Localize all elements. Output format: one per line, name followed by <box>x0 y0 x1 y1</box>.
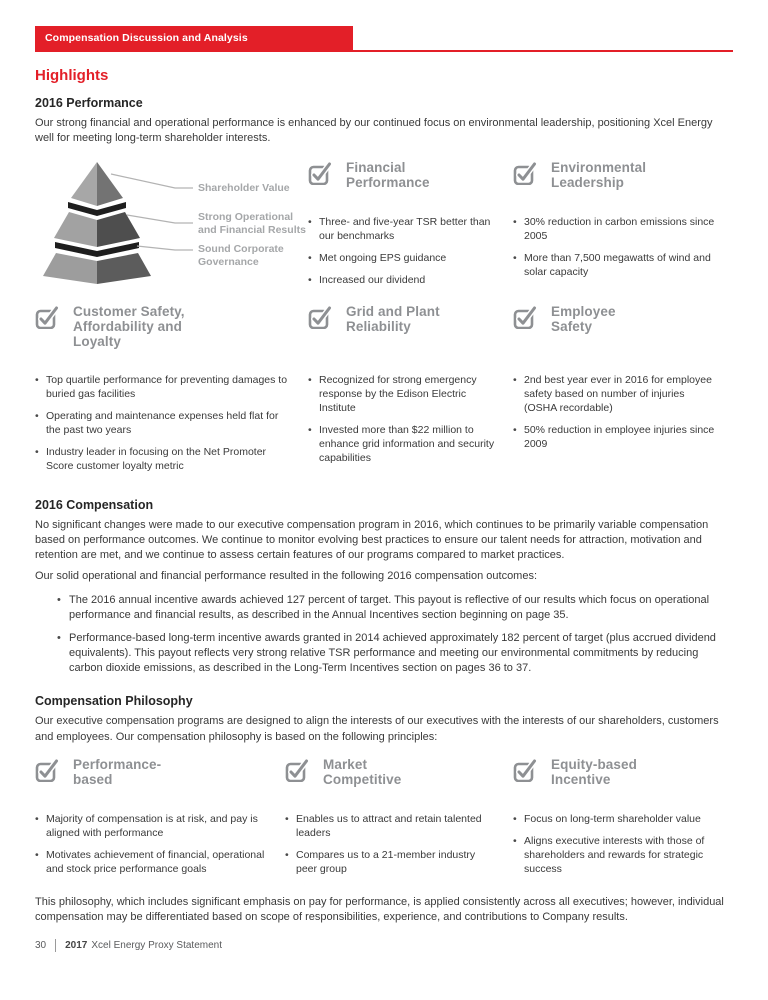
performance-grid-row-2 <box>35 304 733 482</box>
performance-intro: Our strong financial and operational performance is enhanced by our continued focus on environmental leadership, positioning Xcel Energy well for meeting long-term shareholder interests. <box>35 117 713 145</box>
checkmark-icon <box>308 161 333 185</box>
highlight-card-employee-safety <box>513 304 733 482</box>
highlight-card-environmental-leadership <box>513 160 733 296</box>
checkmark-icon <box>308 305 333 329</box>
pyramid-label-shareholder-value: Shareholder Value <box>198 182 290 195</box>
bullet-item: • 2nd best year ever in 2016 for employee safety based on number of injuries (OSHA recordable) <box>513 374 719 416</box>
bullet-item: • Industry leader in focusing on the Net Promoter Score customer loyalty metric <box>35 446 294 474</box>
philosophy-intro: Our executive compensation programs are designed to align the interests of our executives with the interests of our shareholders, customers and employees. Our compensation philosophy is based on the following principles: <box>35 715 719 743</box>
bullet-item: • More than 7,500 megawatts of wind and solar capacity <box>513 252 719 280</box>
checkmark-icon <box>513 305 538 329</box>
compensation-bullet: • Performance-based long-term incentive awards granted in 2014 achieved approximately 182 percent of target (plus accrued dividend equivalents). This payout reflects very strong relative TSR performance and meeting our environmental commitments by reducing carbon dioxide emissions, as described in the Long-Term Incentives section on pages 36 to 37. <box>57 631 719 677</box>
card-title: Financial Performance <box>346 160 430 191</box>
card-title: Employee Safety <box>551 304 616 335</box>
philosophy-card-performance-based <box>35 757 285 885</box>
card-title: Environmental Leadership <box>551 160 647 191</box>
section-header-tab: Compensation Discussion and Analysis <box>35 26 353 50</box>
compensation-paragraph-2: Our solid operational and financial performance resulted in the following 2016 compensation outcomes: <box>35 570 538 583</box>
footer-divider <box>55 939 56 952</box>
page-footer <box>35 939 222 952</box>
philosophy-closing: This philosophy, which includes significant emphasis on pay for performance, is applied consistently across all executives; however, individual compensation may be differentiated based on scope of responsibilities, experience, and contributions to Company results. <box>35 895 724 923</box>
performance-grid-row-1 <box>35 160 733 296</box>
highlight-card-grid-reliability <box>308 304 513 482</box>
checkmark-icon <box>285 758 310 782</box>
philosophy-grid <box>35 757 733 885</box>
pyramid-label-corporate-governance: Sound Corporate Governance <box>198 243 284 268</box>
bullet-item: • Aligns executive interests with those of shareholders and rewards for strategic success <box>513 835 719 877</box>
checkmark-icon <box>35 305 60 329</box>
checkmark-icon <box>513 758 538 782</box>
bullet-item: • Met ongoing EPS guidance <box>308 252 499 266</box>
bullet-item: • Invested more than $22 million to enhance grid information and security capabilities <box>308 424 499 466</box>
compensation-paragraph-1: No significant changes were made to our executive compensation program in 2016, which continues to be primarily variable compensation based on performance outcomes. We continue to monitor evolving best practices to ensure our talent needs for attraction, motivation and retention are met, and we continue to assess certain features of our programs compared to market practices. <box>35 518 709 562</box>
bullet-item: • Focus on long-term shareholder value <box>513 813 719 827</box>
compensation-bullet: • The 2016 annual incentive awards achieved 127 percent of target. This payout is reflective of our results which focus on operational performance and financial results, as described in the Annual Incentives section beginning on page 35. <box>57 593 719 623</box>
card-title: Customer Safety, Affordability and Loyalty <box>73 304 185 350</box>
bullet-item: • 50% reduction in employee injuries since 2009 <box>513 424 719 452</box>
bullet-item: • Enables us to attract and retain talented leaders <box>285 813 499 841</box>
page-title: Highlights <box>35 67 109 84</box>
heading-2016-performance: 2016 Performance <box>35 96 143 110</box>
card-title: Grid and Plant Reliability <box>346 304 440 335</box>
footer-year: 2017 <box>65 940 88 951</box>
value-pyramid <box>35 160 306 288</box>
heading-2016-compensation: 2016 Compensation <box>35 497 154 512</box>
bullet-item: • 30% reduction in carbon emissions since 2005 <box>513 216 719 244</box>
bullet-item: • Compares us to a 21-member industry peer group <box>285 849 499 877</box>
bullet-item: • Recognized for strong emergency response by the Edison Electric Institute <box>308 374 499 416</box>
card-title: Performance- based <box>73 756 162 787</box>
page-number: 30 <box>35 940 47 951</box>
checkmark-icon <box>513 161 538 185</box>
heading-compensation-philosophy: Compensation Philosophy <box>35 694 193 709</box>
bullet-item: • Top quartile performance for preventing damages to buried gas facilities <box>35 374 294 402</box>
checkmark-icon <box>35 758 60 782</box>
pyramid-label-operational-results: Strong Operational and Financial Results <box>198 211 306 236</box>
bullet-item: • Motivates achievement of financial, operational and stock price performance goals <box>35 849 271 877</box>
bullet-item: • Majority of compensation is at risk, and pay is aligned with performance <box>35 813 271 841</box>
bullet-item: • Three- and five-year TSR better than our benchmarks <box>308 216 499 244</box>
philosophy-card-equity-incentive <box>513 757 733 885</box>
card-title: Equity-based Incentive <box>551 756 637 787</box>
footer-title: Xcel Energy Proxy Statement <box>91 940 222 951</box>
bullet-item: • Increased our dividend <box>308 274 499 288</box>
bullet-item: • Operating and maintenance expenses held flat for the past two years <box>35 410 294 438</box>
highlight-card-financial-performance <box>308 160 513 296</box>
card-title: Market Competitive <box>323 756 402 787</box>
highlight-card-customer-safety <box>35 304 308 482</box>
section-header-rule <box>35 26 733 52</box>
philosophy-card-market-competitive <box>285 757 513 885</box>
